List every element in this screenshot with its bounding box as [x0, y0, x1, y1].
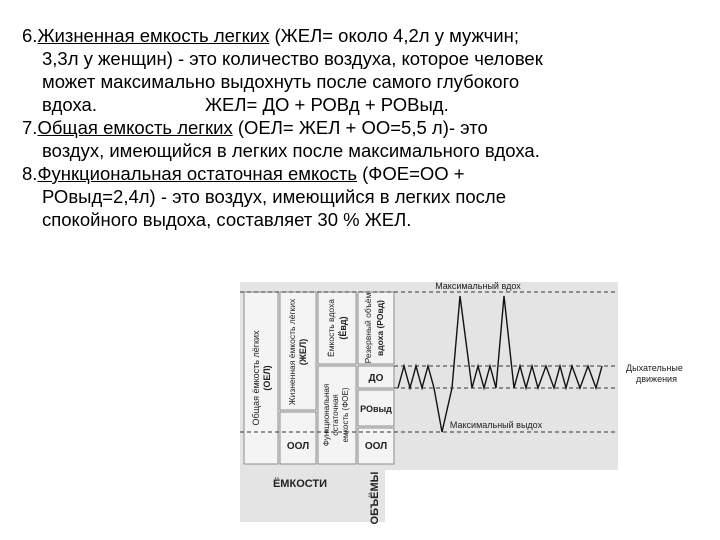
item-number: 8.: [22, 163, 38, 184]
label-foe-3: емкость (ФОЕ): [341, 387, 350, 443]
line: (ЖЕЛ= около 4,2л у мужчин;: [269, 25, 519, 46]
label-max-inhale: Максимальный вдох: [435, 281, 521, 291]
column-ool-left: [280, 412, 316, 464]
label-do: ДО: [368, 373, 384, 384]
label-capacities: ЁМКОСТИ: [272, 478, 328, 490]
line: РОвыд=2,4л) - это воздух, имеющийся в легких после: [42, 186, 507, 207]
term-total-capacity: Общая емкость легких: [37, 117, 233, 138]
line: вдоха.: [42, 94, 97, 115]
label-ool-left: ООЛ: [286, 441, 310, 452]
label-ev-1: Ёмкость вдоха: [326, 299, 336, 357]
line: спокойного выдоха, составляет 30 % ЖЕЛ.: [42, 209, 412, 230]
label-oel-2: (ОЕЛ): [262, 365, 272, 391]
label-breathing-2: движения: [636, 374, 677, 384]
label-max-exhale: Максимальный выдох: [449, 420, 543, 430]
column-ev: [318, 292, 356, 364]
line: может максимально выдохнуть после самого глубокого: [42, 71, 520, 92]
label-foe-1: Функциональная: [322, 383, 331, 447]
label-rovd-2: вдоха (РОвд): [375, 300, 385, 356]
item-number: 6.: [22, 25, 38, 46]
label-volumes: ОБЪЁМЫ: [369, 471, 381, 525]
line: (ФОЕ=ОО +: [356, 163, 465, 184]
formula: ЖЕЛ= ДО + РОВд + РОВыд.: [204, 94, 449, 115]
label-rovd-1: Резервный объём: [363, 292, 373, 364]
line: (ОЕЛ= ЖЕЛ + ОО=5,5 л)- это: [232, 117, 488, 138]
column-oel: [244, 292, 278, 464]
label-foe-2: остаточная: [331, 394, 340, 436]
label-ool-right: ООЛ: [364, 441, 388, 452]
label-zhel-1: Жизненная ёмкость лёгких: [287, 298, 297, 406]
label-breathing-1: Дыхательные: [626, 363, 683, 373]
line: воздух, имеющийся в легких после максимального вдоха.: [42, 140, 540, 161]
line: 3,3л у женщин) - это количество воздуха, которое человек: [42, 48, 543, 69]
item-number: 7.: [22, 117, 38, 138]
label-ev-2: (Ёвд): [338, 316, 348, 340]
term-functional-residual: Функциональная остаточная емкость: [37, 163, 357, 184]
term-vital-capacity: Жизненная емкость легких: [37, 25, 270, 46]
label-rovyd: РОвыд: [360, 404, 392, 414]
label-oel-1: Общая ёмкость лёгких: [251, 330, 261, 426]
label-zhel-2: (ЖЕЛ): [298, 338, 308, 366]
